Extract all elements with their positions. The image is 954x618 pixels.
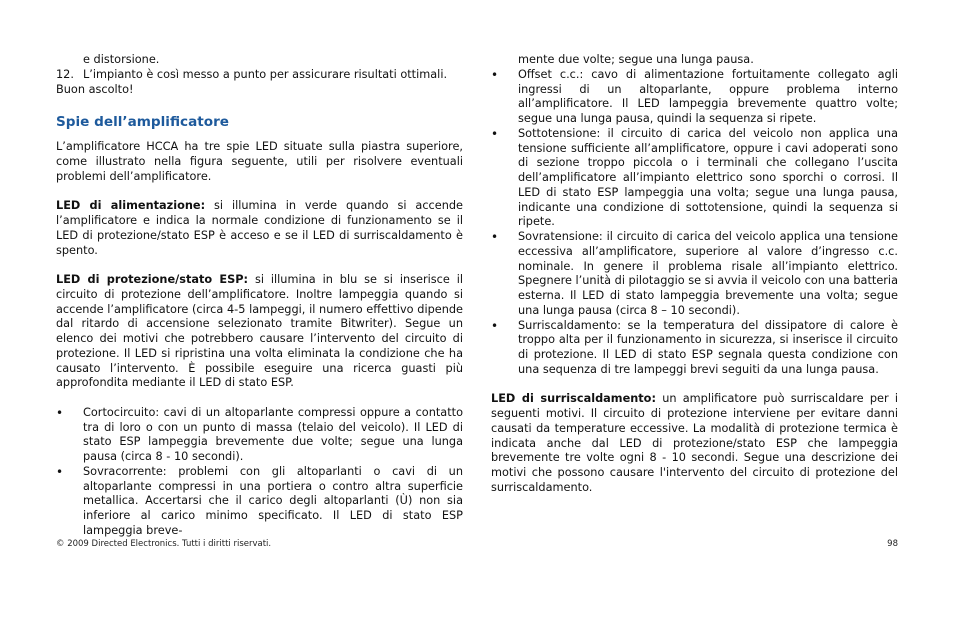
continued-line: e distorsione. bbox=[83, 53, 160, 66]
copyright-footer: © 2009 Directed Electronics. Tutti i diritti riservati. bbox=[56, 539, 272, 549]
protection-causes-list bbox=[56, 406, 463, 539]
list-item: • Sottotensione: il circuito di carica del veicolo non applica una tensione sufficiente all’amplificatore, oppure i cavi adoperati sono di sezione troppo piccola o i terminali che collegano l’uscita dell’amplificatore all’impianto elettrico sono sporchi o corrosi. Il LED di stato ESP lampeggia una volta; segue una lunga pausa, indicante una condizione di sottotensione, quindi la sequenza si ripete. bbox=[491, 127, 898, 230]
led-overheat-label: LED di surriscaldamento: bbox=[491, 392, 656, 406]
list-item: • Offset c.c.: cavo di alimentazione fortuitamente collegato agli ingressi di un altoparlante, oppure problema interno all’amplificatore. Il LED lampeggia brevemente quattro volte; segue una lunga pausa, quindi la sequenza si ripete. bbox=[491, 68, 898, 127]
led-protection-label: LED di protezione/stato ESP: bbox=[56, 273, 249, 286]
right-column bbox=[491, 53, 898, 496]
item-continuation: Buon ascolto! bbox=[56, 82, 134, 96]
led-overheat-paragraph bbox=[491, 392, 898, 495]
numbered-item-12 bbox=[56, 68, 463, 83]
led-power-label: LED di alimentazione: bbox=[56, 199, 206, 213]
led-power-paragraph bbox=[56, 199, 463, 258]
continued-line: mente due volte; segue una lunga pausa. bbox=[518, 53, 754, 66]
intro-paragraph: L’amplificatore HCCA ha tre spie LED situate sulla piastra superiore, come illustrato nella figura seguente, utili per risolvere eventuali problemi dell’amplificatore. bbox=[56, 140, 463, 183]
protection-causes-list-continued bbox=[491, 68, 898, 378]
item-text: L’impianto è così messo a punto per assicurare risultati ottimali. bbox=[83, 67, 448, 81]
led-protection-text: si illumina in blu se si inserisce il circuito di protezione dell’amplificatore. Inoltre lampeggia quando si accende l’amplificatore (circa 4-5 lampeggi, il numero effettivo dipende dal ritardo di accensione selezionato tramite Bitwriter). Segue un elenco dei motivi che potrebbero causare l’intervento del circuito di protezione. Il LED si ripristina una volta eliminata la condizione che ha causato l’intervento. È possibile eseguire una ricerca guasti più approfondita mediante il LED di stato ESP. bbox=[56, 273, 463, 390]
list-item: • Cortocircuito: cavi di un altoparlante compressi oppure a contatto tra di loro o con un punto di massa (telaio del veicolo). Il LED di stato ESP lampeggia brevemente due volte; segue una lunga pausa (circa 8 - 10 secondi). bbox=[56, 406, 463, 465]
led-protection-paragraph bbox=[56, 273, 463, 391]
list-item: • Surriscaldamento: se la temperatura del dissipatore di calore è troppo alta per il funzionamento in sicurezza, si inserisce il circuito di protezione. Il LED di stato ESP segnala questa condizione con una sequenza di tre lampeggi brevi seguiti da una lunga pausa. bbox=[491, 319, 898, 378]
section-title: Spie dell’amplificatore bbox=[56, 114, 230, 131]
led-power-text: si illumina in verde quando si accende l’amplificatore e indica la normale condizione di funzionamento se il LED di protezione/stato ESP è acceso e se il LED di surriscaldamento è spento. bbox=[56, 199, 463, 257]
left-column bbox=[56, 53, 463, 539]
led-overheat-text: un amplificatore può surriscaldare per i seguenti motivi. Il circuito di protezione interviene per evitare danni causati da temperature eccessive. La modalità di protezione termica è indicata anche dal LED di protezione/stato ESP che lampeggia brevemente tre volte ogni 8 - 10 secondi. Segue una descrizione dei motivi che possono causare l'intervento del circuito di protezione del surriscaldamento. bbox=[491, 392, 898, 494]
list-item: • Sovratensione: il circuito di carica del veicolo applica una tensione eccessiva all’amplificatore, superiore al valore d’ingresso c.c. nominale. In genere il problema risale all’impianto elettrico. Spegnere l’unità di pilotaggio se si avvia il veicolo con una batteria esterna. Il LED di stato lampeggia brevemente una volta; segue una lunga pausa (circa 8 – 10 secondi). bbox=[491, 230, 898, 319]
list-item: • Sovracorrente: problemi con gli altoparlanti o cavi di un altoparlante compressi in una portiera o contro altra superficie metallica. Accertarsi che il carico degli altoparlanti (Ù) non sia inferiore al carico minimo specificato. Il LED di stato ESP lampeggia breve- bbox=[56, 465, 463, 539]
page-number: 98 bbox=[887, 539, 898, 549]
item-number: 12. bbox=[56, 67, 74, 81]
